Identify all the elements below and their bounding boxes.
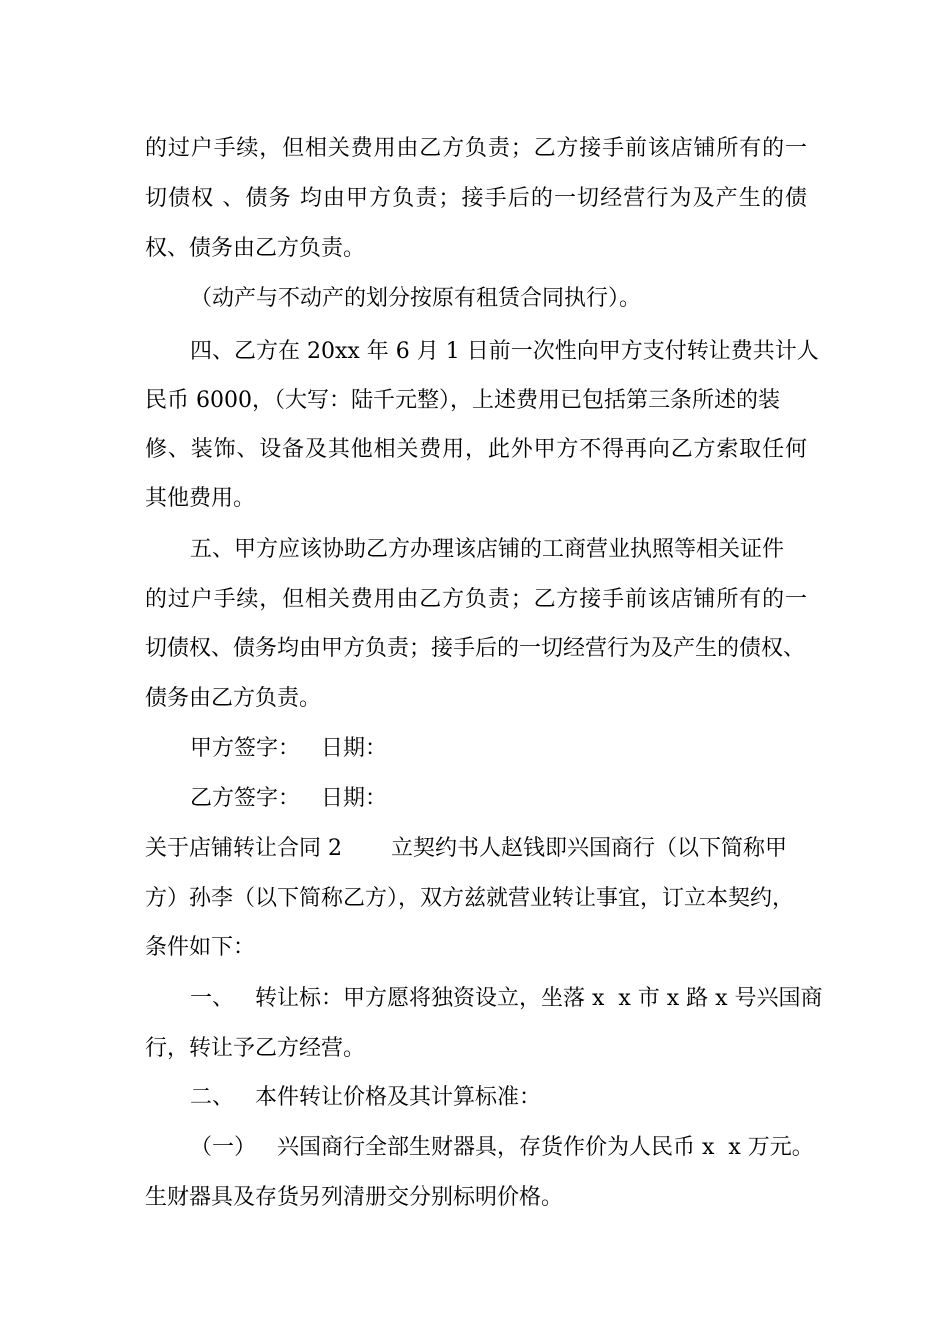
text-line: 关于店铺转让合同 2 立契约书人赵钱即兴国商行（以下简称甲: [145, 836, 787, 861]
text-line: 四、乙方在 20xx 年 6 月 1 日前一次性向甲方支付转让费共计人: [190, 339, 819, 364]
text-line: 生财器具及存货另列清册交分别标明价格。: [145, 1185, 564, 1210]
signature-line-party-a: 甲方签字： 日期：: [190, 736, 387, 761]
text-line: 二、 本件转让价格及其计算标准：: [190, 1085, 541, 1110]
text-line: 切债权、债务均由甲方负责；接手后的一切经营行为及产生的债权、: [145, 636, 806, 661]
text-line: 债务由乙方负责。: [145, 686, 322, 711]
text-line: 切债权 、债务 均由甲方负责；接手后的一切经营行为及产生的债: [145, 186, 807, 211]
text-line: 民币 6000，（大写：陆千元整），上述费用已包括第三条所述的装: [145, 388, 780, 413]
text-line: （动产与不动产的划分按原有租赁合同执行）。: [190, 286, 642, 311]
text-line: 方）孙李（以下简称乙方），双方兹就营业转让事宜，订立本契约，: [145, 886, 795, 911]
text-line: 条件如下：: [145, 935, 256, 960]
text-line: 其他费用。: [145, 486, 256, 511]
text-line: 一、 转让标：甲方愿将独资设立，坐落 x x 市 x 路 x 号兴国商: [190, 986, 823, 1011]
text-line: 的过户手续，但相关费用由乙方负责；乙方接手前该店铺所有的一: [145, 136, 807, 161]
text-line: 五、甲方应该协助乙方办理该店铺的工商营业执照等相关证件: [190, 537, 785, 562]
signature-line-party-b: 乙方签字： 日期：: [190, 786, 387, 811]
text-line: 的过户手续，但相关费用由乙方负责；乙方接手前该店铺所有的一: [145, 587, 807, 612]
text-line: 权、债务由乙方负责。: [145, 236, 366, 261]
text-line: 修、装饰、设备及其他相关费用，此外甲方不得再向乙方索取任何: [145, 437, 807, 462]
text-line: （一） 兴国商行全部生财器具，存货作价为人民币 x x 万元。: [190, 1135, 814, 1160]
text-line: 行，转让予乙方经营。: [145, 1036, 366, 1061]
